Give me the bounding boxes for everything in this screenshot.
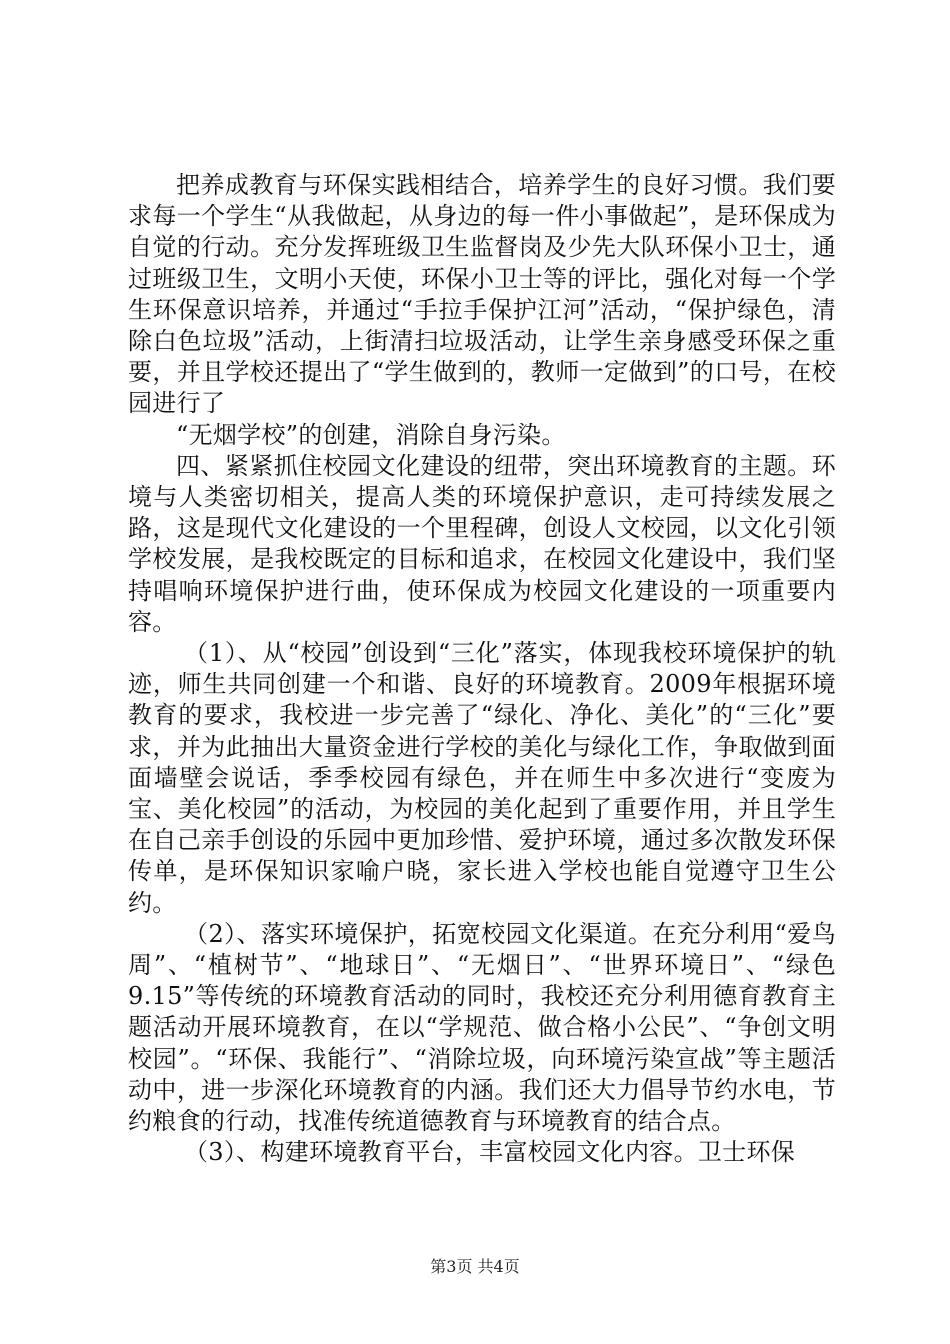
- paragraph-habit-education: 把养成教育与环保实践相结合，培养学生的良好习惯。我们要求每一个学生“从我做起，从身边的每一件小事做起”，是环保成为自觉的行动。充分发挥班级卫生监督岗及少先大队环保小卫士，通过班级卫生，文明小天使，环保小卫士等的评比，强化对每一个学生环保意识培养，并通过“手拉手保护江河”活动，“保护绿色，清除白色垃圾”活动，上街清扫垃圾活动，让学生亲身感受环保之重要，并且学校还提出了“学生做到的，教师一定做到”的口号，在校园进行了: [128, 171, 836, 418]
- page-footer: 第3页 共4页: [430, 1257, 520, 1276]
- document-body: [128, 170, 836, 1169]
- paragraph-section-four: 四、紧紧抓住校园文化建设的纽带，突出环境教育的主题。环境与人类密切相关，提高人类的环境保护意识，走可持续发展之路，这是现代文化建设的一个里程碑，创设人文校园，以文化引领学校发展，是我校既定的目标和追求，在校园文化建设中，我们坚持唱响环境保护进行曲，使环保成为校园文化建设的一项重要内容。: [128, 451, 836, 636]
- paragraph-item-2: （2）、落实环境保护，拓宽校园文化渠道。在充分利用“爱鸟周”、“植树节”、“地球日”、“无烟日”、“世界环境日”、“绿色9.15”等传统的环境教育活动的同时，我校还充分利用德育教育主题活动开展环境教育，在以“学规范、做合格小公民”、“争创文明校园”。“环保、我能行”、“消除垃圾，向环境污染宣战”等主题活动中，进一步深化环境教育的内涵。我们还大力倡导节约水电，节约粮食的行动，找准传统道德教育与环境教育的结合点。: [128, 919, 836, 1136]
- paragraph-smoke-free-school: “无烟学校”的创建，消除自身污染。: [176, 420, 566, 449]
- paragraph-item-1: （1）、从“校园”创设到“三化”落实，体现我校环境保护的轨迹，师生共同创建一个和谐、良好的环境教育。2009年根据环境教育的要求，我校进一步完善了“绿化、净化、美化”的“三化”要求，并为此抽出大量资金进行学校的美化与绿化工作，争取做到面面墙壁会说话，季季校园有绿色，并在师生中多次进行“变废为宝、美化校园”的活动，为校园的美化起到了重要作用，并且学生在自己亲手创设的乐园中更加珍惜、爱护环境，通过多次散发环保传单，是环保知识家喻户晓，家长进入学校也能自觉遵守卫生公约。: [128, 639, 836, 917]
- paragraph-item-3: （3）、构建环境教育平台，丰富校园文化内容。卫士环保: [184, 1138, 796, 1167]
